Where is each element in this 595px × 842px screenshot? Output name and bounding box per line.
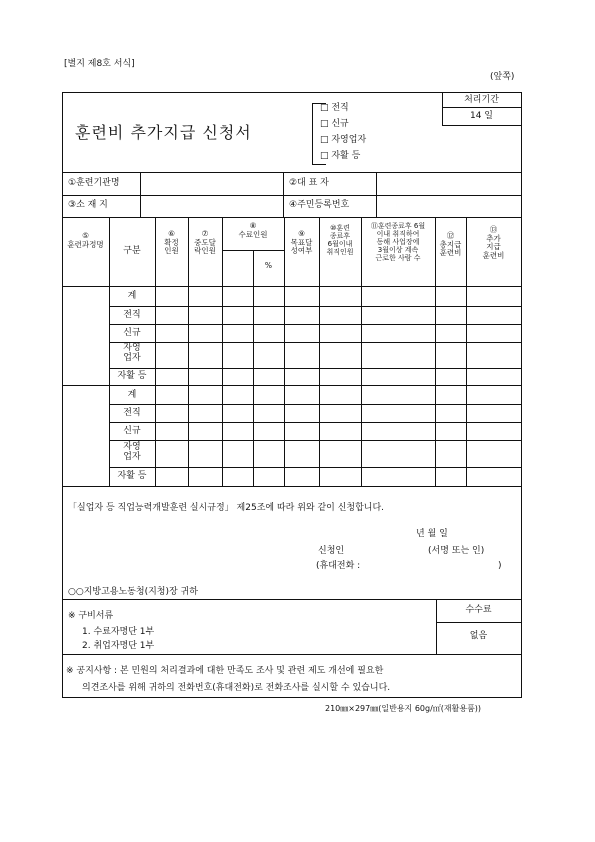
form-title: 훈련비 추가지급 신청서 [75,123,252,142]
phone-close: ) [498,561,502,571]
page-side: (앞쪽) [490,72,515,82]
institution-field[interactable] [141,173,282,194]
representative-field[interactable] [377,173,520,194]
row-self-employed: 자영 업자 [123,442,141,462]
processing-value: 14 일 [469,111,493,121]
row-total: 계 [127,291,137,301]
notice-line-2: 의견조사를 위해 귀하의 전화번호(휴대전화)로 전화조사를 실시할 수 있습니다. [82,683,391,693]
date-line: 년 월 일 [416,529,448,539]
row-self-support: 자활 등 [117,471,147,481]
row-total: 계 [127,390,137,400]
institution-label: ①훈련기관명 [68,178,120,188]
col-total-paid: ⑫ 총지급 훈련비 [439,231,462,258]
row-retrain: 전직 [123,310,141,320]
col-dropout: ⑦ 중도달 락인원 [194,229,216,256]
fee-value: 없음 [469,631,488,641]
type-retrain[interactable]: □ 전직 [320,103,349,113]
row-new: 신규 [123,426,141,436]
applicant-label: 신청인 [318,546,345,556]
phone-label: (휴대전화 : [316,561,361,571]
col-additional-paid: ⑬ 추가 지급 훈련비 [482,225,505,260]
type-new[interactable]: □ 신규 [320,119,349,129]
addressee: ○○지방고용노동청(지청)장 귀하 [68,587,198,597]
resident-no-label: ④주민등록번호 [289,200,350,210]
notice-line-1: ※ 공지사항 : 본 민원의 처리결과에 대한 만족도 조사 및 관련 제도 개선에 필요한 [66,666,384,676]
col-completed-pct: % [264,261,273,270]
doc-item-1: 1. 수료자명단 1부 [82,627,155,637]
fee-label: 수수료 [465,605,492,615]
col-target-achieved: ⑨ 목표달 성여부 [290,229,313,256]
col-confirmed: ⑥ 확정 인원 [164,229,179,256]
type-self-employed[interactable]: □ 자영업자 [320,135,367,145]
row-retrain: 전직 [123,408,141,418]
address-label: ③소 재 지 [68,200,108,210]
address-field[interactable] [141,196,282,216]
type-self-support[interactable]: □ 자활 등 [320,151,361,161]
row-self-employed: 자영 업자 [123,343,141,363]
col-retained-3m: ⑪훈련종료후 6월 이내 취직하여 동해 사업장에 3월이상 계속 근로한 사람 수 [370,222,426,263]
col-type: 구분 [123,246,141,256]
col-employed-6m: ⑩훈련 종료후 6월이내 취직인원 [326,224,354,257]
col-completed: ⑧ 수료인원 [238,221,268,239]
paper-spec: 210㎜×297㎜(일반용지 60g/㎡(재활용품)) [325,704,482,713]
resident-no-field[interactable] [377,196,520,216]
doc-item-2: 2. 취업자명단 1부 [82,641,155,651]
processing-label: 처리기간 [464,95,499,105]
statement: 「실업자 등 직업능력개발훈련 실시규정」 제25조에 따라 위와 같이 신청합니다. [68,503,385,513]
row-new: 신규 [123,328,141,338]
row-self-support: 자활 등 [117,371,147,381]
representative-label: ②대 표 자 [289,178,329,188]
col-course-name: ⑤ 훈련과정명 [67,231,104,249]
docs-title: ※ 구비서류 [68,611,114,621]
form-id: [별지 제8호 서식] [64,59,135,69]
sign-label: (서명 또는 인) [428,546,485,556]
